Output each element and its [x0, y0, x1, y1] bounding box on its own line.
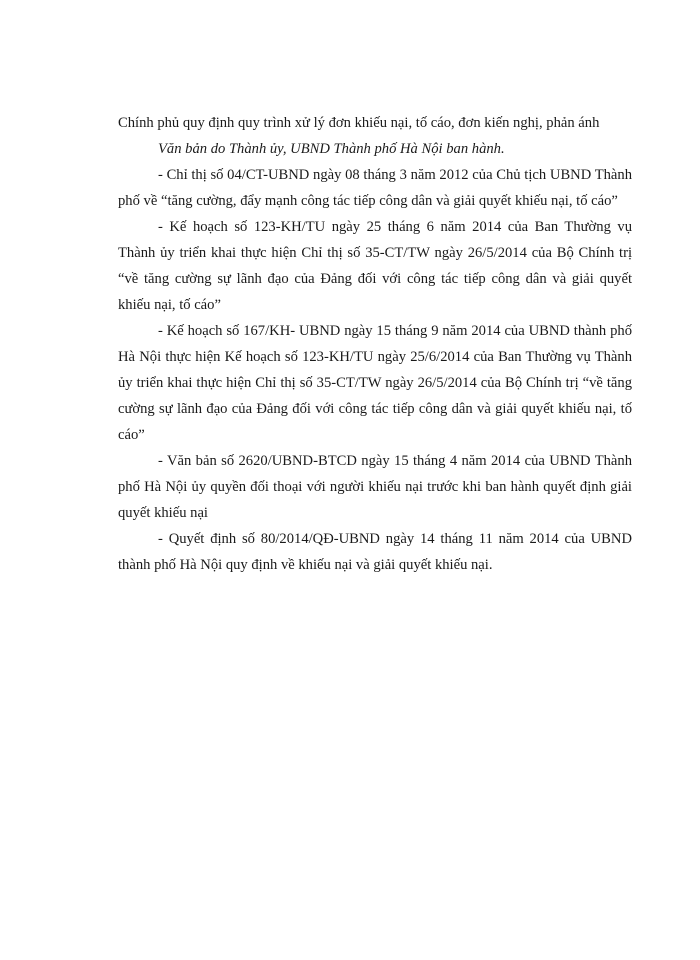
paragraph-plan-167: - Kế hoạch số 167/KH- UBND ngày 15 tháng 9 năm 2014 của UBND thành phố Hà Nội thực hiện Kế hoạch số 123-KH/TU ngày 25/6/2014 của Ban Thường vụ Thành ủy triển khai thực hiện Chỉ thị số 35-CT/TW ngày 26/5/2014 của Bộ Chính trị “về tăng cường sự lãnh đạo của Đảng đối với công tác tiếp công dân và giải quyết khiếu nại, tố cáo”: [118, 323, 632, 443]
paragraph-intro-line: Chính phủ quy định quy trình xử lý đơn khiếu nại, tố cáo, đơn kiến nghị, phản ánh: [118, 115, 600, 131]
paragraph-directive-04: - Chỉ thị số 04/CT-UBND ngày 08 tháng 3 năm 2012 của Chủ tịch UBND Thành phố về “tăng cường, đẩy mạnh công tác tiếp công dân và giải quyết khiếu nại, tố cáo”: [118, 167, 632, 209]
paragraph-document-2620: - Văn bản số 2620/UBND-BTCD ngày 15 tháng 4 năm 2014 của UBND Thành phố Hà Nội ủy quyền đối thoại với người khiếu nại trước khi ban hành quyết định giải quyết khiếu nại: [118, 453, 632, 521]
document-body: [118, 110, 632, 578]
section-heading-city-documents: Văn bản do Thành ủy, UBND Thành phố Hà Nội ban hành.: [158, 141, 505, 157]
paragraph-plan-123: - Kế hoạch số 123-KH/TU ngày 25 tháng 6 năm 2014 của Ban Thường vụ Thành ủy triển khai thực hiện Chỉ thị số 35-CT/TW ngày 26/5/2014 của Bộ Chính trị “về tăng cường sự lãnh đạo của Đảng đối với công tác tiếp công dân và giải quyết khiếu nại, tố cáo”: [118, 219, 632, 313]
paragraph-decision-80: - Quyết định số 80/2014/QĐ-UBND ngày 14 tháng 11 năm 2014 của UBND thành phố Hà Nội quy định về khiếu nại và giải quyết khiếu nại.: [118, 531, 632, 573]
